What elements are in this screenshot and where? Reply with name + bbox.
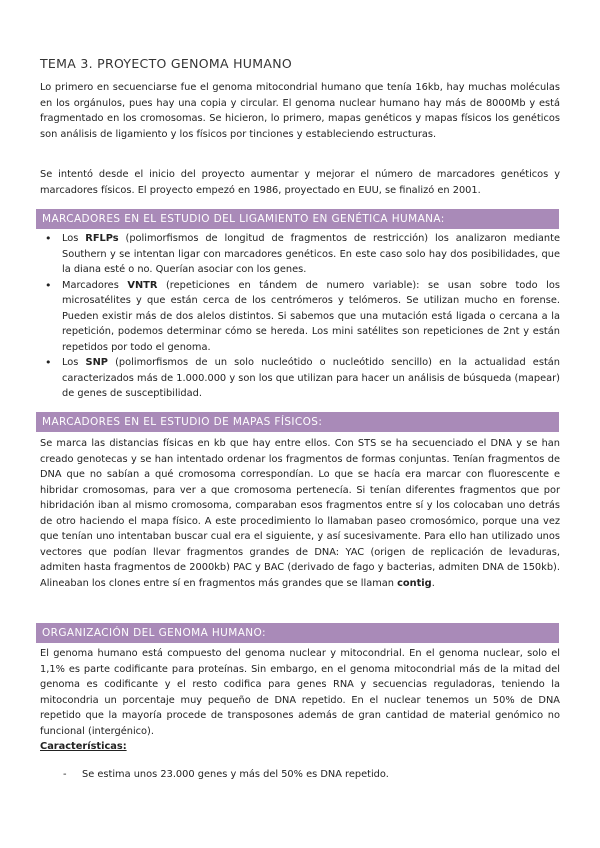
section-heading-mapas-fisicos: MARCADORES EN EL ESTUDIO DE MAPAS FÍSICOS: xyxy=(36,412,559,432)
ligamiento-bullet-list xyxy=(40,231,560,402)
intro-paragraph-2: Se intentó desde el inicio del proyecto aumentar y mejorar el número de marcadores genéticos y marcadores físicos. El proyecto empezó en 1986, proyectado en EUU, se finalizó en 2001. xyxy=(40,169,560,196)
section-heading-organizacion: ORGANIZACIÓN DEL GENOMA HUMANO: xyxy=(36,623,559,643)
intro-paragraph-1: Lo primero en secuenciarse fue el genoma mitocondrial humano que tenía 16kb, hay muchas moléculas en los orgánulos, pues hay una copia y circular. El genoma nuclear humano hay más de 8000Mb y está fragmentado en los cromosomas. Se hicieron, lo primero, mapas genéticos y mapas físicos los genéticos son análisis de ligamiento y los físicos por tinciones y estableciendo estructuras. xyxy=(40,82,560,140)
term-contig: contig xyxy=(397,577,432,589)
bullet-icon: • xyxy=(45,232,52,245)
caracteristica-item: Se estima unos 23.000 genes y más del 50% es DNA repetido. xyxy=(82,769,389,780)
mapas-fisicos-paragraph: Se marca las distancias físicas en kb que hay entre ellos. Con STS se ha secuenciado el DNA y se han creado genotecas y se han intentado ordenar los fragmentos de formas conjuntas. Tenían fragmentos de DNA que no sabían a qué cromosoma correspondían. Lo que se hacía era marcar con fluorescente e hibridar cromosomas, para ver a que cromosoma pertenecía. Si tenían diferentes fragmentos que por hibridación iban al mismo cromosoma, comparaban esos fragmentos entre sí y los colocaban uno detrás de otro haciendo el mapa físico. A este procedimiento lo llamaban paseo cromosómico, porque una vez que tenían uno intentaban buscar cual era el siguiente, y así sucesivamente. Para ello han utilizado unos vectores que podían llevar fragmentos grandes de DNA: YAC (origen de replicación de levaduras, admiten hasta fragmentos de 2000kb) PAC y BAC (derivado de fago y bacterias, admiten DNA de 150kb). Alineaban los clones entre sí en fragmentos más grandes que se llaman contig. xyxy=(40,438,560,589)
term-rflps: RFLPs xyxy=(85,233,119,244)
dash-bullet: - xyxy=(63,769,67,780)
term-vntr: VNTR xyxy=(127,279,158,291)
term-snp: SNP xyxy=(85,357,108,368)
bullet-rflp: • Los RFLPs (polimorfismos de longitud de fragmentos de restricción) los analizaron mediante Southern y se intentan ligar con marcadores genéticos. En este caso solo hay dos posibilidades, que la diana esté o no. Querían asociar con los genes. xyxy=(45,232,561,275)
bullet-snp: • Los SNP (polimorfismos de un solo nucleótido o nucleótido sencillo) en la actualidad están caracterizados más de 1.000.000 y son los que utilizan para hacer un análisis de búsqueda (mapear) de genes de susceptibilidad. xyxy=(45,356,560,399)
organizacion-paragraph: El genoma humano está compuesto del genoma nuclear y mitocondrial. En el genoma nuclear, solo el 1,1% es parte codificante para proteínas. Sin embargo, en el genoma mitocondrial más de la mitad del genoma es codificante y el resto codifica para genes RNA y secuencias reguladoras, teniendo la mitocondria un porcentaje muy pequeño de DNA repetido. En el nuclear tenemos un 50% de DNA repetido que la mayoría procede de transposones además de gran cantidad de material genómico no funcional (intergénico). Características: xyxy=(40,648,560,752)
bullet-icon: • xyxy=(45,356,52,369)
bullet-icon: • xyxy=(45,278,52,292)
document-title: TEMA 3. PROYECTO GENOMA HUMANO xyxy=(40,56,292,71)
caracteristicas-subheading: Características: xyxy=(40,741,127,752)
section-heading-ligamiento: MARCADORES EN EL ESTUDIO DEL LIGAMIENTO EN GENÉTICA HUMANA: xyxy=(36,209,559,229)
bullet-vntr: • Marcadores VNTR (repeticiones en tándem de numero variable): se usan sobre todo los microsatélites y que están cerca de los centrómeros y telómeros. Se utilizan mucho en forense. Pueden existir más de dos alelos distintos. Si sabemos que una mutación está ligada o cercana a la repetición, podemos determinar cómo se hereda. Los mini satélites son repeticiones de 2nt y están repetidos por todo el genoma. xyxy=(45,278,560,353)
